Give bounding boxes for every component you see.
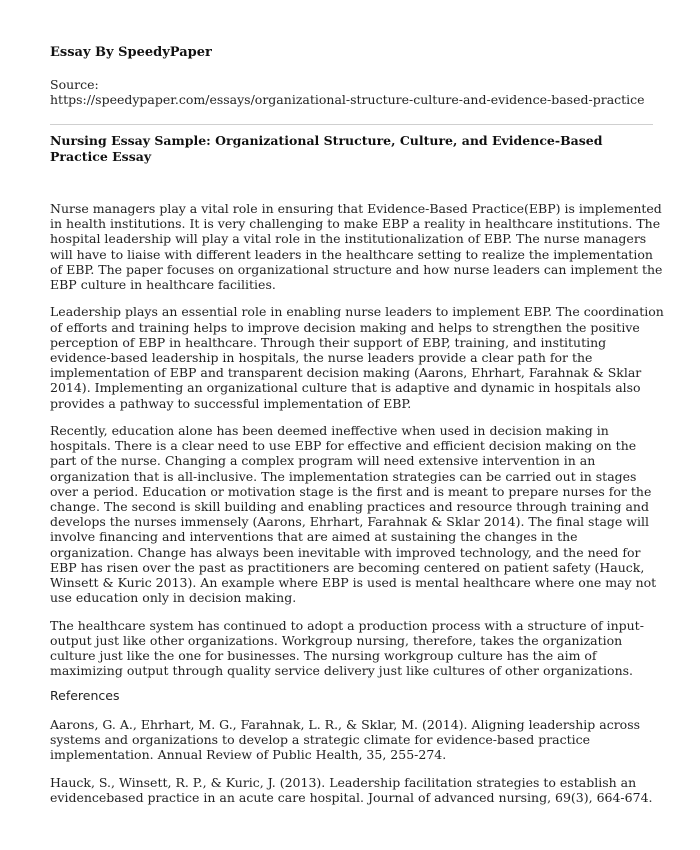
reference-item: Hauck, S., Winsett, R. P., & Kuric, J. (2013). Leadership facilitation strategies to establish an evidencebased practice in an acute care hospital. Journal of advanced nursing, 69(3), 664-674.: [50, 774, 653, 805]
references-list: [50, 717, 660, 817]
essay-paragraph: Leadership plays an essential role in enabling nurse leaders to implement EBP. The coordination of efforts and training helps to improve decision making and helps to strengthen the positive perception of EBP in healthcare. Through their support of EBP, training, and instituting evidence-based leadership in hospitals, the nurse leaders provide a clear path for the implementation of EBP and transparent decision making (Aarons, Ehrhart, Farahnak & Sklar 2014). Implementing an organizational culture that is adaptive and dynamic in hospitals also provides a pathway to successful implementation of EBP.: [50, 304, 664, 411]
essay-body: [50, 201, 664, 691]
source-label: Source:: [50, 77, 99, 92]
essay-paragraph: The healthcare system has continued to adopt a production process with a structure of input-output just like other organizations. Workgroup nursing, therefore, takes the organization culture just like the one for businesses. The nursing workgroup culture has the aim of maximizing output through quality service delivery just like cultures of other organizations.: [50, 617, 644, 679]
essay-paragraph: Nurse managers play a vital role in ensuring that Evidence-Based Practice(EBP) is implemented in health institutions. It is very challenging to make EBP a reality in healthcare institutions. The hospital leadership will play a vital role in the institutionalization of EBP. The nurse managers will have to liaise with different leaders in the healthcare setting to realize the implementation of EBP. The paper focuses on organizational structure and how nurse leaders can implement the EBP culture in healthcare facilities.: [50, 201, 663, 293]
references-heading: References: [50, 688, 120, 703]
document-header-title: Essay By SpeedyPaper: [50, 45, 212, 60]
source-url: https://speedypaper.com/essays/organizational-structure-culture-and-evidence-based-practice: [50, 92, 645, 107]
essay-title: Nursing Essay Sample: Organizational Structure, Culture, and Evidence-Based Practice Essay: [50, 133, 603, 164]
essay-paragraph: Recently, education alone has been deemed ineffective when used in decision making in hospitals. There is a clear need to use EBP for effective and efficient decision making on the part of the nurse. Changing a complex program will need extensive intervention in an organization that is all-inclusive. The implementation strategies can be carried out in stages over a period. Education or motivation stage is the first and is meant to prepare nurses for the change. The second is skill building and enabling practices and resource through training and develops the nurses immensely (Aarons, Ehrhart, Farahnak & Sklar 2014). The final stage will involve financing and interventions that are aimed at sustaining the changes in the organization. Change has always been inevitable with improved technology, and the need for EBP has risen over the past as practitioners are becoming centered on patient safety (Hauck, Winsett & Kuric 2013). An example where EBP is used is mental healthcare where one may not use education only in decision making.: [50, 423, 657, 606]
reference-item: Aarons, G. A., Ehrhart, M. G., Farahnak, L. R., & Sklar, M. (2014). Aligning leadership across systems and organizations to develop a strategic climate for evidence-based practice implementation. Annual Review of Public Health, 35, 255-274.: [50, 717, 641, 763]
header-divider: [50, 124, 653, 125]
